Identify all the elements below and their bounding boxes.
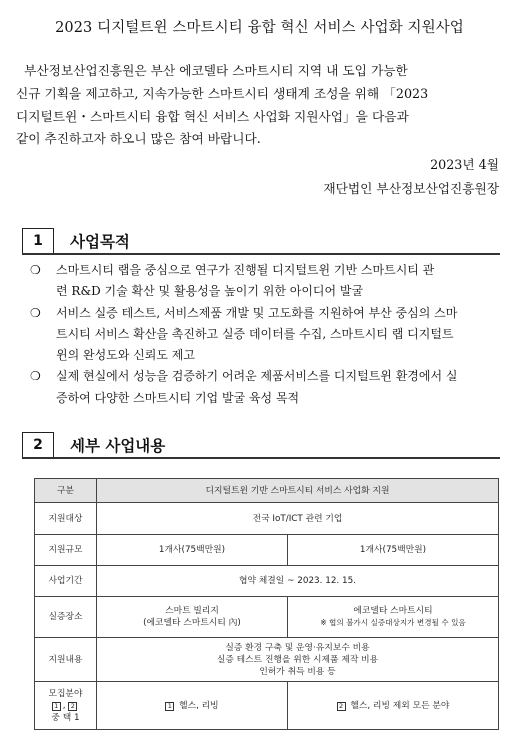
document-issuer: 재단법인 부산정보산업진흥원장 bbox=[323, 181, 499, 196]
bullet-line: 트시티 서비스 확산을 촉진하고 실증 데이터를 수집, 스마트시티 랩 디지털트 bbox=[56, 326, 454, 341]
table-row bbox=[35, 535, 499, 566]
bullet-line: 증하여 다양한 스마트시티 기업 발굴 육성 목적 bbox=[56, 390, 300, 405]
table-row bbox=[35, 597, 499, 638]
row-label: 지원대상 bbox=[35, 503, 97, 535]
table-cell bbox=[97, 682, 288, 730]
table-cell: 1개사(75백만원) bbox=[97, 535, 288, 566]
intro-line: 디지털트윈・스마트시티 융합 혁신 서비스 사업화 지원사업」을 다음과 bbox=[16, 108, 409, 124]
table-cell: 전국 IoT/ICT 관련 기업 bbox=[97, 503, 499, 535]
table-row bbox=[35, 566, 499, 597]
table-cell bbox=[97, 597, 288, 638]
intro-line: 같이 추진하고자 하오니 많은 참여 바랍니다. bbox=[16, 131, 261, 147]
row-label bbox=[35, 682, 97, 730]
table-row bbox=[35, 479, 499, 503]
list-item bbox=[30, 366, 500, 409]
numbered-box-icon: 1 bbox=[165, 702, 174, 711]
list-item bbox=[30, 303, 500, 367]
section-number: 1 bbox=[22, 228, 54, 254]
site-name: 에코델타 스마트시티 bbox=[353, 606, 433, 616]
numbered-box-icon: 1 bbox=[52, 702, 61, 711]
intro-paragraph bbox=[16, 60, 502, 151]
table-cell bbox=[97, 638, 499, 682]
section-2-heading bbox=[22, 432, 165, 458]
site-name: 스마트 빌리지 bbox=[165, 606, 219, 616]
field-option-text: 헬스, 리빙 bbox=[179, 700, 219, 711]
section-1-bullets bbox=[30, 260, 500, 409]
bullet-line: 윈의 완성도와 신뢰도 제고 bbox=[56, 348, 195, 363]
row-label: 지원내용 bbox=[35, 638, 97, 682]
table-cell bbox=[288, 597, 499, 638]
section-title: 사업목적 bbox=[70, 233, 130, 251]
table-cell: 1개사(75백만원) bbox=[288, 535, 499, 566]
content-line: 실증 테스트 진행을 위한 시제품 제작 비용 bbox=[216, 654, 379, 665]
table-cell: 협약 체결일 ~ 2023. 12. 15. bbox=[97, 566, 499, 597]
numbered-box-icon: 2 bbox=[68, 702, 77, 711]
section-divider bbox=[22, 457, 500, 459]
section-title: 세부 사업내용 bbox=[70, 437, 166, 455]
table-row bbox=[35, 638, 499, 682]
intro-line: 부산정보산업진흥원은 부산 에코델타 스마트시티 지역 내 도입 가능한 bbox=[16, 63, 408, 78]
site-note: ※ 협의 불가시 실증대상지가 변경될 수 있음 bbox=[320, 618, 466, 627]
bullet-line: 실제 현실에서 성능을 검증하기 어려운 제품서비스를 디지털트윈 환경에서 실 bbox=[56, 369, 458, 384]
table-row bbox=[35, 682, 499, 730]
table-header-cell: 구분 bbox=[35, 479, 97, 503]
program-details-table bbox=[34, 478, 499, 730]
table-header-cell: 디지털트윈 기반 스마트시티 서비스 사업화 지원 bbox=[97, 479, 499, 503]
bullet-line: 스마트시티 랩을 중심으로 연구가 진행될 디지털트윈 기반 스마트시티 관 bbox=[56, 263, 435, 277]
circle-bullet-icon: ❍ bbox=[30, 369, 41, 384]
list-item bbox=[30, 260, 500, 303]
field-label: 모집분야 bbox=[48, 688, 83, 699]
numbered-box-icon: 2 bbox=[337, 702, 346, 711]
row-label: 지원규모 bbox=[35, 535, 97, 566]
circle-bullet-icon: ❍ bbox=[30, 305, 41, 320]
table-cell bbox=[288, 682, 499, 730]
document-title: 2023 디지털트윈 스마트시티 융합 혁신 서비스 사업화 지원사업 bbox=[55, 20, 464, 36]
field-option-text: 헬스, 리빙 제외 모든 분야 bbox=[350, 700, 450, 711]
bullet-line: 련 R&D 기술 확산 및 활용성을 높이기 위한 아이디어 발굴 bbox=[56, 284, 364, 299]
section-1-heading bbox=[22, 228, 130, 254]
section-divider bbox=[22, 253, 500, 255]
bullet-line: 서비스 실증 테스트, 서비스제품 개발 및 고도화를 지원하여 부산 중심의 스마 bbox=[56, 305, 458, 320]
field-label-boxes: 1 , 2 bbox=[38, 700, 93, 712]
table-row bbox=[35, 503, 499, 535]
intro-line: 신규 기획을 제고하고, 지속가능한 스마트시티 생태계 조성을 위해 「2023 bbox=[16, 85, 429, 101]
document-date: 2023년 4월 bbox=[430, 157, 499, 172]
content-line: 실증 환경 구축 및 운영·유지보수 비용 bbox=[225, 642, 370, 653]
section-number: 2 bbox=[22, 432, 54, 458]
content-line: 인허가 취득 비용 등 bbox=[259, 666, 336, 677]
circle-bullet-icon: ❍ bbox=[30, 263, 41, 277]
row-label: 사업기간 bbox=[35, 566, 97, 597]
row-label: 실증장소 bbox=[35, 597, 97, 638]
site-note: (에코델타 스마트시티 內) bbox=[143, 618, 241, 628]
field-label: 중 택 1 bbox=[51, 712, 80, 723]
